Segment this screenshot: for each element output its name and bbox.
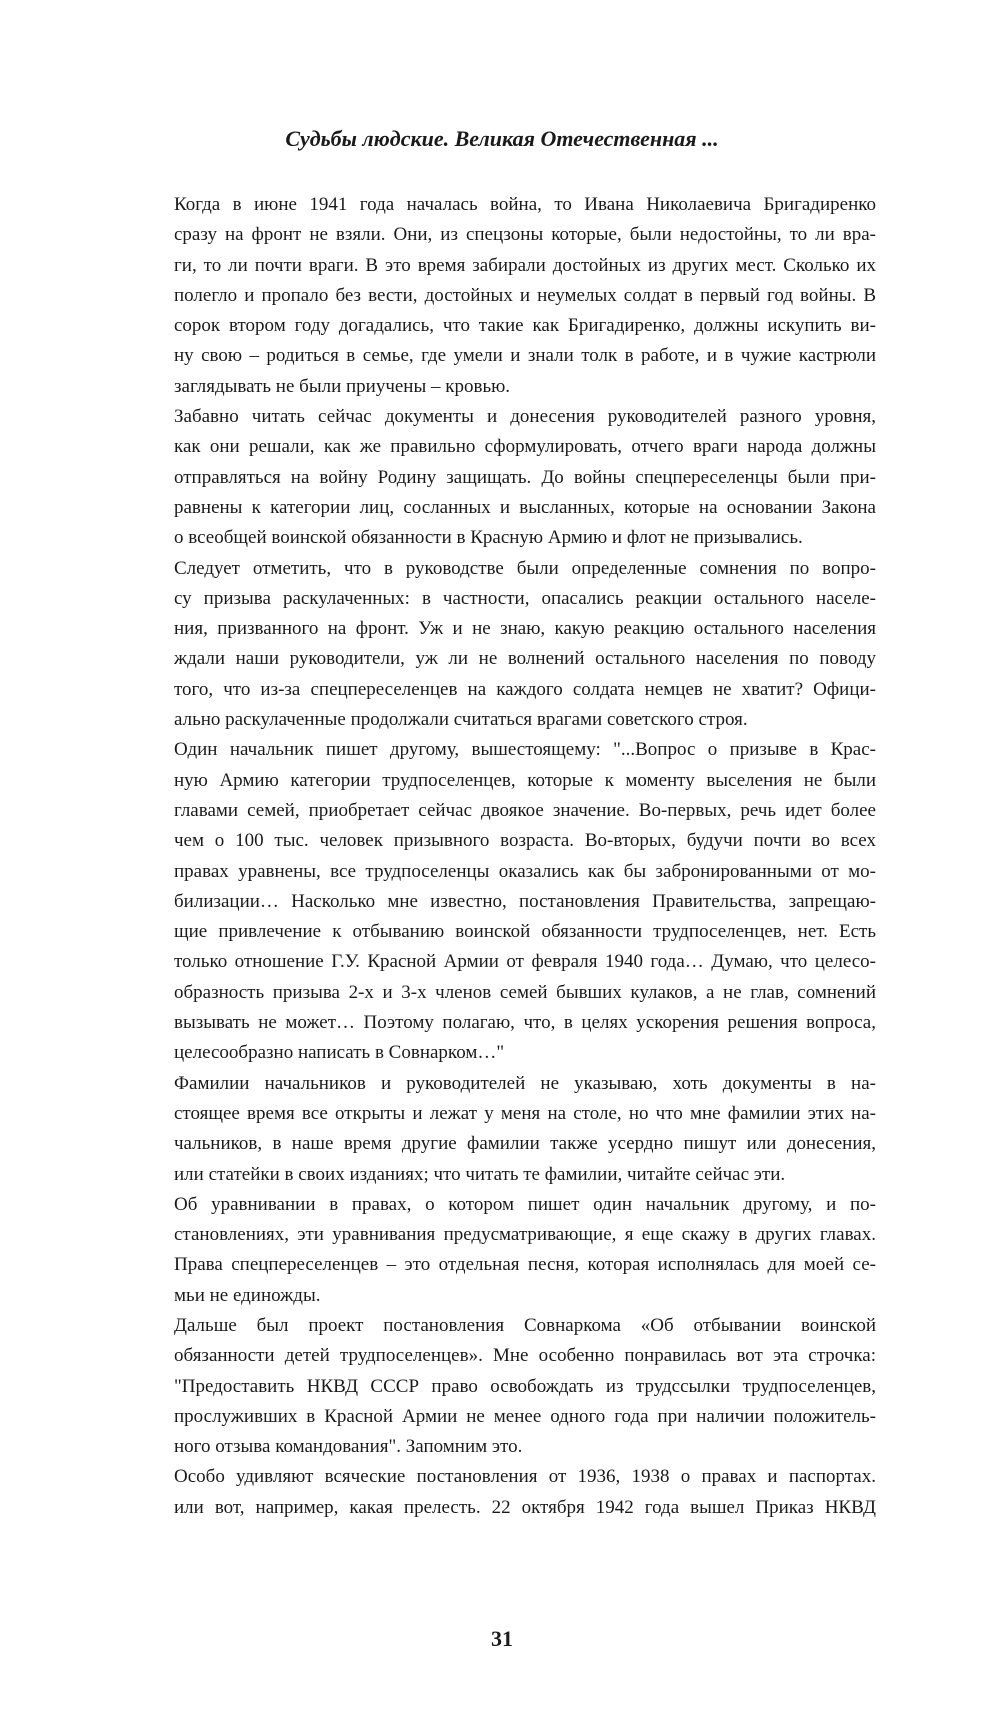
text-line: ну свою – родиться в семье, где умели и знали толк в работе, и в чужие кастрюли (174, 345, 876, 367)
text-line: только отношение Г.У. Красной Армии от февраля 1940 года… Думаю, что целесо- (174, 951, 876, 973)
text-line: Особо удивляют всяческие постановления от 1936, 1938 о правах и паспортах. (174, 1466, 876, 1488)
paragraph (140, 1462, 876, 1523)
text-line: "Предоставить НКВД СССР право освобождать из трудссылки трудпоселенцев, (174, 1375, 876, 1397)
paragraph (140, 1069, 876, 1190)
text-line: ную Армию категории трудпоселенцев, которые к моменту выселения не были (174, 769, 876, 791)
paragraph (140, 735, 876, 1068)
text-line: целесообразно написать в Совнарком…" (174, 1042, 505, 1064)
text-line: Дальше был проект постановления Совнаркома «Об отбывании воинской (174, 1314, 876, 1336)
text-line: или вот, например, какая прелесть. 22 октября 1942 года вышел Приказ НКВД (174, 1496, 876, 1518)
body-text (140, 190, 876, 1523)
text-line: полегло и пропало без вести, достойных и неумелых солдат в первый год войны. В (174, 284, 876, 306)
text-line: ги, то ли почти враги. В это время забирали достойных из других мест. Сколько их (174, 254, 876, 276)
text-line: су призыва раскулаченных: в частности, опасались реакции остального населе- (174, 587, 876, 609)
text-line: как они решали, как же правильно сформулировать, отчего враги народа должны (174, 436, 876, 458)
text-line: щие привлечение к отбыванию воинской обязанности трудпоселенцев, нет. Есть (174, 921, 876, 943)
paragraph (140, 190, 876, 402)
text-line: ально раскулаченные продолжали считаться врагами советского строя. (174, 709, 748, 731)
text-line: о всеобщей воинской обязанности в Красную Армию и флот не призывались. (174, 527, 803, 549)
text-line: образность призыва 2-х и 3-х членов семей бывших кулаков, а не глав, сомнений (174, 981, 876, 1003)
text-line: чем о 100 тыс. человек призывного возраста. Во-вторых, будучи почти во всех (174, 830, 876, 852)
text-line: стоящее время все открыты и лежат у меня на столе, но что мне фамилии этих на- (174, 1102, 876, 1124)
text-line: Один начальник пишет другому, вышестоящему: "...Вопрос о призыве в Крас- (174, 739, 876, 761)
text-line: Фамилии начальников и руководителей не указываю, хоть документы в на- (174, 1072, 876, 1094)
text-line: Права спецпереселенцев – это отдельная песня, которая исполнялась для моей се- (174, 1254, 876, 1276)
text-line: или статейки в своих изданиях; что читать те фамилии, читайте сейчас эти. (174, 1163, 786, 1185)
text-line: чальников, в наше время другие фамилии также усердно пишут или донесения, (174, 1133, 876, 1155)
paragraph (140, 554, 876, 736)
text-line: становлениях, эти уравнивания предусматривающие, я еще скажу в других главах. (174, 1224, 876, 1246)
text-line: ного отзыва командования". Запомним это. (174, 1436, 523, 1458)
text-line: сорок втором году догадались, что такие как Бригадиренко, должны искупить ви- (174, 315, 876, 337)
text-line: Забавно читать сейчас документы и донесения руководителей разного уровня, (174, 406, 876, 428)
running-header: Судьбы людские. Великая Отечественная ... (285, 126, 719, 151)
text-line: правах уравнены, все трудпоселенцы оказались как бы забронированными от мо- (174, 860, 876, 882)
text-line: сразу на фронт не взяли. Они, из спецзоны которые, были недостойны, то ли вра- (174, 224, 876, 246)
text-line: того, что из-за спецпереселенцев на каждого солдата немцев не хватит? Офици- (174, 678, 876, 700)
text-line: ния, призванного на фронт. Уж и не знаю, какую реакцию остального населения (174, 618, 876, 640)
text-line: главами семей, приобретает сейчас двоякое значение. Во-первых, речь идет более (174, 799, 876, 821)
text-line: ждали наши руководители, уж ли не волнений остального населения по поводу (174, 648, 876, 670)
text-line: Когда в июне 1941 года началась война, то Ивана Николаевича Бригадиренко (174, 194, 876, 215)
paragraph (140, 1311, 876, 1462)
text-line: отправляться на войну Родину защищать. До войны спецпереселенцы были при- (174, 466, 876, 488)
text-line: Об уравнивании в правах, о котором пишет один начальник другому, и по- (174, 1193, 876, 1215)
paragraph (140, 402, 876, 553)
text-line: равнены к категории лиц, сосланных и высланных, которые на основании Закона (174, 496, 876, 518)
text-line: вызывать не может… Поэтому полагаю, что, в целях ускорения решения вопроса, (174, 1012, 876, 1034)
text-line: мьи не единожды. (174, 1284, 321, 1306)
paragraph (140, 1190, 876, 1311)
page-number: 31 (491, 1626, 513, 1651)
text-line: прослуживших в Красной Армии не менее одного года при наличии положитель- (174, 1405, 876, 1427)
text-line: билизации… Насколько мне известно, постановления Правительства, запрещаю- (174, 890, 876, 912)
text-line: Следует отметить, что в руководстве были определенные сомнения по вопро- (174, 557, 876, 579)
text-line: заглядывать не были приучены – кровью. (174, 375, 511, 397)
text-line: обязанности детей трудпоселенцев». Мне особенно понравилась вот эта строчка: (174, 1345, 876, 1367)
